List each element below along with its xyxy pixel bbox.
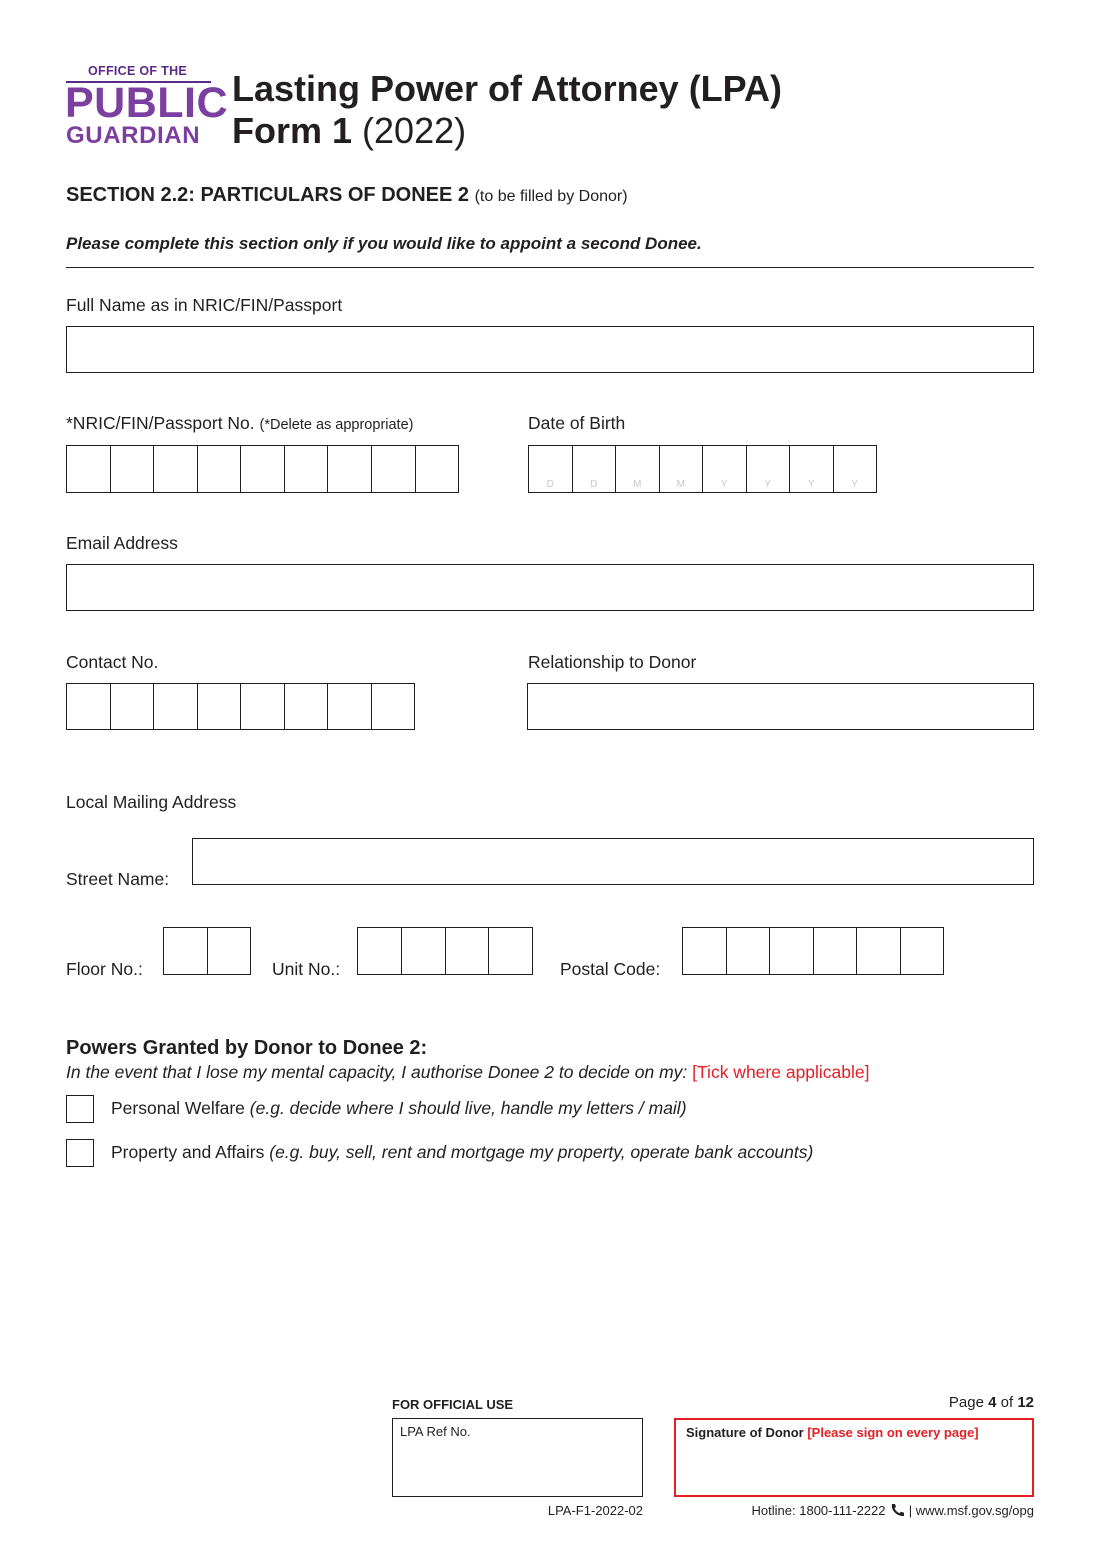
floor-field[interactable] (163, 927, 251, 975)
contact-digit-cell[interactable] (198, 684, 242, 729)
date-placeholder: M (633, 479, 642, 490)
postal-label: Postal Code: (560, 959, 661, 979)
address-label: Local Mailing Address (66, 792, 237, 812)
contact-digit-cell[interactable] (154, 684, 198, 729)
property-affairs-option (111, 1142, 813, 1163)
full-name-label: Full Name as in NRIC/FIN/Passport (66, 295, 343, 315)
logo-office-of-the: OFFICE OF THE (88, 64, 188, 78)
signature-label (686, 1425, 979, 1440)
id-digit-cell[interactable] (154, 446, 198, 492)
unit-digit-cell[interactable] (358, 928, 402, 974)
dob-digit-cell[interactable] (529, 446, 573, 492)
page-prefix: Page (948, 1394, 984, 1411)
date-placeholder: Y (720, 479, 728, 490)
full-name-field[interactable] (66, 326, 1034, 373)
relationship-label: Relationship to Donor (528, 652, 697, 672)
date-placeholder: M (676, 479, 685, 490)
contact-digit-cell[interactable] (285, 684, 329, 729)
postal-digit-cell[interactable] (727, 928, 771, 974)
personal-welfare-checkbox[interactable] (66, 1095, 94, 1123)
section-heading (66, 184, 628, 207)
property-affairs-checkbox[interactable] (66, 1139, 94, 1167)
id-digit-cell[interactable] (198, 446, 242, 492)
id-digit-cell[interactable] (111, 446, 155, 492)
website: | www.msf.gov.sg/opg (908, 1503, 1034, 1518)
personal-welfare-label: Personal Welfare (111, 1098, 245, 1118)
unit-digit-cell[interactable] (446, 928, 490, 974)
hotline: Hotline: 1800-111-2222 (751, 1503, 886, 1518)
divider (66, 267, 1034, 268)
ref-no-label: LPA Ref No. (400, 1424, 471, 1439)
relationship-field[interactable] (527, 683, 1034, 730)
phone-icon (889, 1503, 905, 1517)
id-number-field[interactable] (66, 445, 459, 493)
dob-digit-cell[interactable] (616, 446, 660, 492)
id-digit-cell[interactable] (328, 446, 372, 492)
contact-digit-cell[interactable] (372, 684, 416, 729)
dob-digit-cell[interactable] (747, 446, 791, 492)
id-label (66, 413, 413, 434)
logo-guardian: GUARDIAN (66, 122, 201, 149)
signature-note: [Please sign on every page] (807, 1425, 979, 1440)
page-of: of (1000, 1394, 1014, 1411)
floor-digit-cell[interactable] (208, 928, 252, 974)
email-field[interactable] (66, 564, 1034, 611)
id-label-note: (*Delete as appropriate) (259, 417, 414, 433)
date-placeholder: Y (764, 479, 772, 490)
contact-digit-cell[interactable] (67, 684, 111, 729)
id-digit-cell[interactable] (241, 446, 285, 492)
id-digit-cell[interactable] (285, 446, 329, 492)
dob-label: Date of Birth (528, 413, 626, 433)
powers-subtitle (66, 1062, 870, 1083)
page-total: 12 (1017, 1394, 1034, 1411)
id-label-text: *NRIC/FIN/Passport No. (66, 413, 255, 433)
contact-label: Contact No. (66, 652, 159, 672)
section-title: SECTION 2.2: PARTICULARS OF DONEE 2 (66, 184, 470, 206)
postal-code-field[interactable] (682, 927, 944, 975)
street-field[interactable] (192, 838, 1034, 885)
contact-digit-cell[interactable] (328, 684, 372, 729)
contact-digit-cell[interactable] (241, 684, 285, 729)
signature-label-text: Signature of Donor (686, 1425, 804, 1440)
powers-title: Powers Granted by Donor to Donee 2: (66, 1037, 428, 1059)
postal-digit-cell[interactable] (770, 928, 814, 974)
property-affairs-label: Property and Affairs (111, 1142, 265, 1162)
dob-digit-cell[interactable] (790, 446, 834, 492)
powers-subtitle-text: In the event that I lose my mental capacity, I authorise Donee 2 to decide on my: (66, 1062, 688, 1082)
dob-digit-cell[interactable] (703, 446, 747, 492)
unit-label: Unit No.: (272, 959, 341, 979)
form-number: Form 1 (232, 110, 353, 151)
date-placeholder: Y (851, 479, 859, 490)
personal-welfare-example: (e.g. decide where I should live, handle my letters / mail) (249, 1098, 687, 1118)
logo-public: PUBLIC (65, 79, 229, 127)
floor-digit-cell[interactable] (164, 928, 208, 974)
dob-digit-cell[interactable] (660, 446, 704, 492)
dob-field[interactable] (528, 445, 877, 493)
date-placeholder: D (546, 479, 554, 490)
date-placeholder: D (590, 479, 598, 490)
unit-field[interactable] (357, 927, 533, 975)
property-affairs-example: (e.g. buy, sell, rent and mortgage my property, operate bank accounts) (269, 1142, 814, 1162)
id-digit-cell[interactable] (372, 446, 416, 492)
floor-label: Floor No.: (66, 959, 143, 979)
tick-note: [Tick where applicable] (692, 1062, 870, 1082)
dob-digit-cell[interactable] (573, 446, 617, 492)
section-note: Please complete this section only if you would like to appoint a second Donee. (66, 234, 702, 253)
unit-digit-cell[interactable] (402, 928, 446, 974)
form-code: LPA-F1-2022-02 (547, 1503, 643, 1518)
id-digit-cell[interactable] (416, 446, 460, 492)
postal-digit-cell[interactable] (901, 928, 945, 974)
postal-digit-cell[interactable] (857, 928, 901, 974)
contact-digit-cell[interactable] (111, 684, 155, 729)
official-use-heading: FOR OFFICIAL USE (392, 1397, 514, 1412)
email-label: Email Address (66, 533, 178, 553)
postal-digit-cell[interactable] (814, 928, 858, 974)
form-year: (2022) (362, 110, 467, 151)
page-number (900, 1394, 1034, 1411)
contact-field[interactable] (66, 683, 415, 730)
dob-digit-cell[interactable] (834, 446, 878, 492)
id-digit-cell[interactable] (67, 446, 111, 492)
form-title: Lasting Power of Attorney (LPA) (232, 68, 783, 109)
personal-welfare-option (111, 1098, 687, 1119)
date-placeholder: Y (807, 479, 815, 490)
unit-digit-cell[interactable] (489, 928, 533, 974)
page-current: 4 (988, 1394, 997, 1411)
contact-footer (640, 1503, 1034, 1518)
form-subtitle (232, 110, 466, 152)
section-subtitle: (to be filled by Donor) (474, 188, 628, 205)
street-label: Street Name: (66, 869, 170, 889)
postal-digit-cell[interactable] (683, 928, 727, 974)
